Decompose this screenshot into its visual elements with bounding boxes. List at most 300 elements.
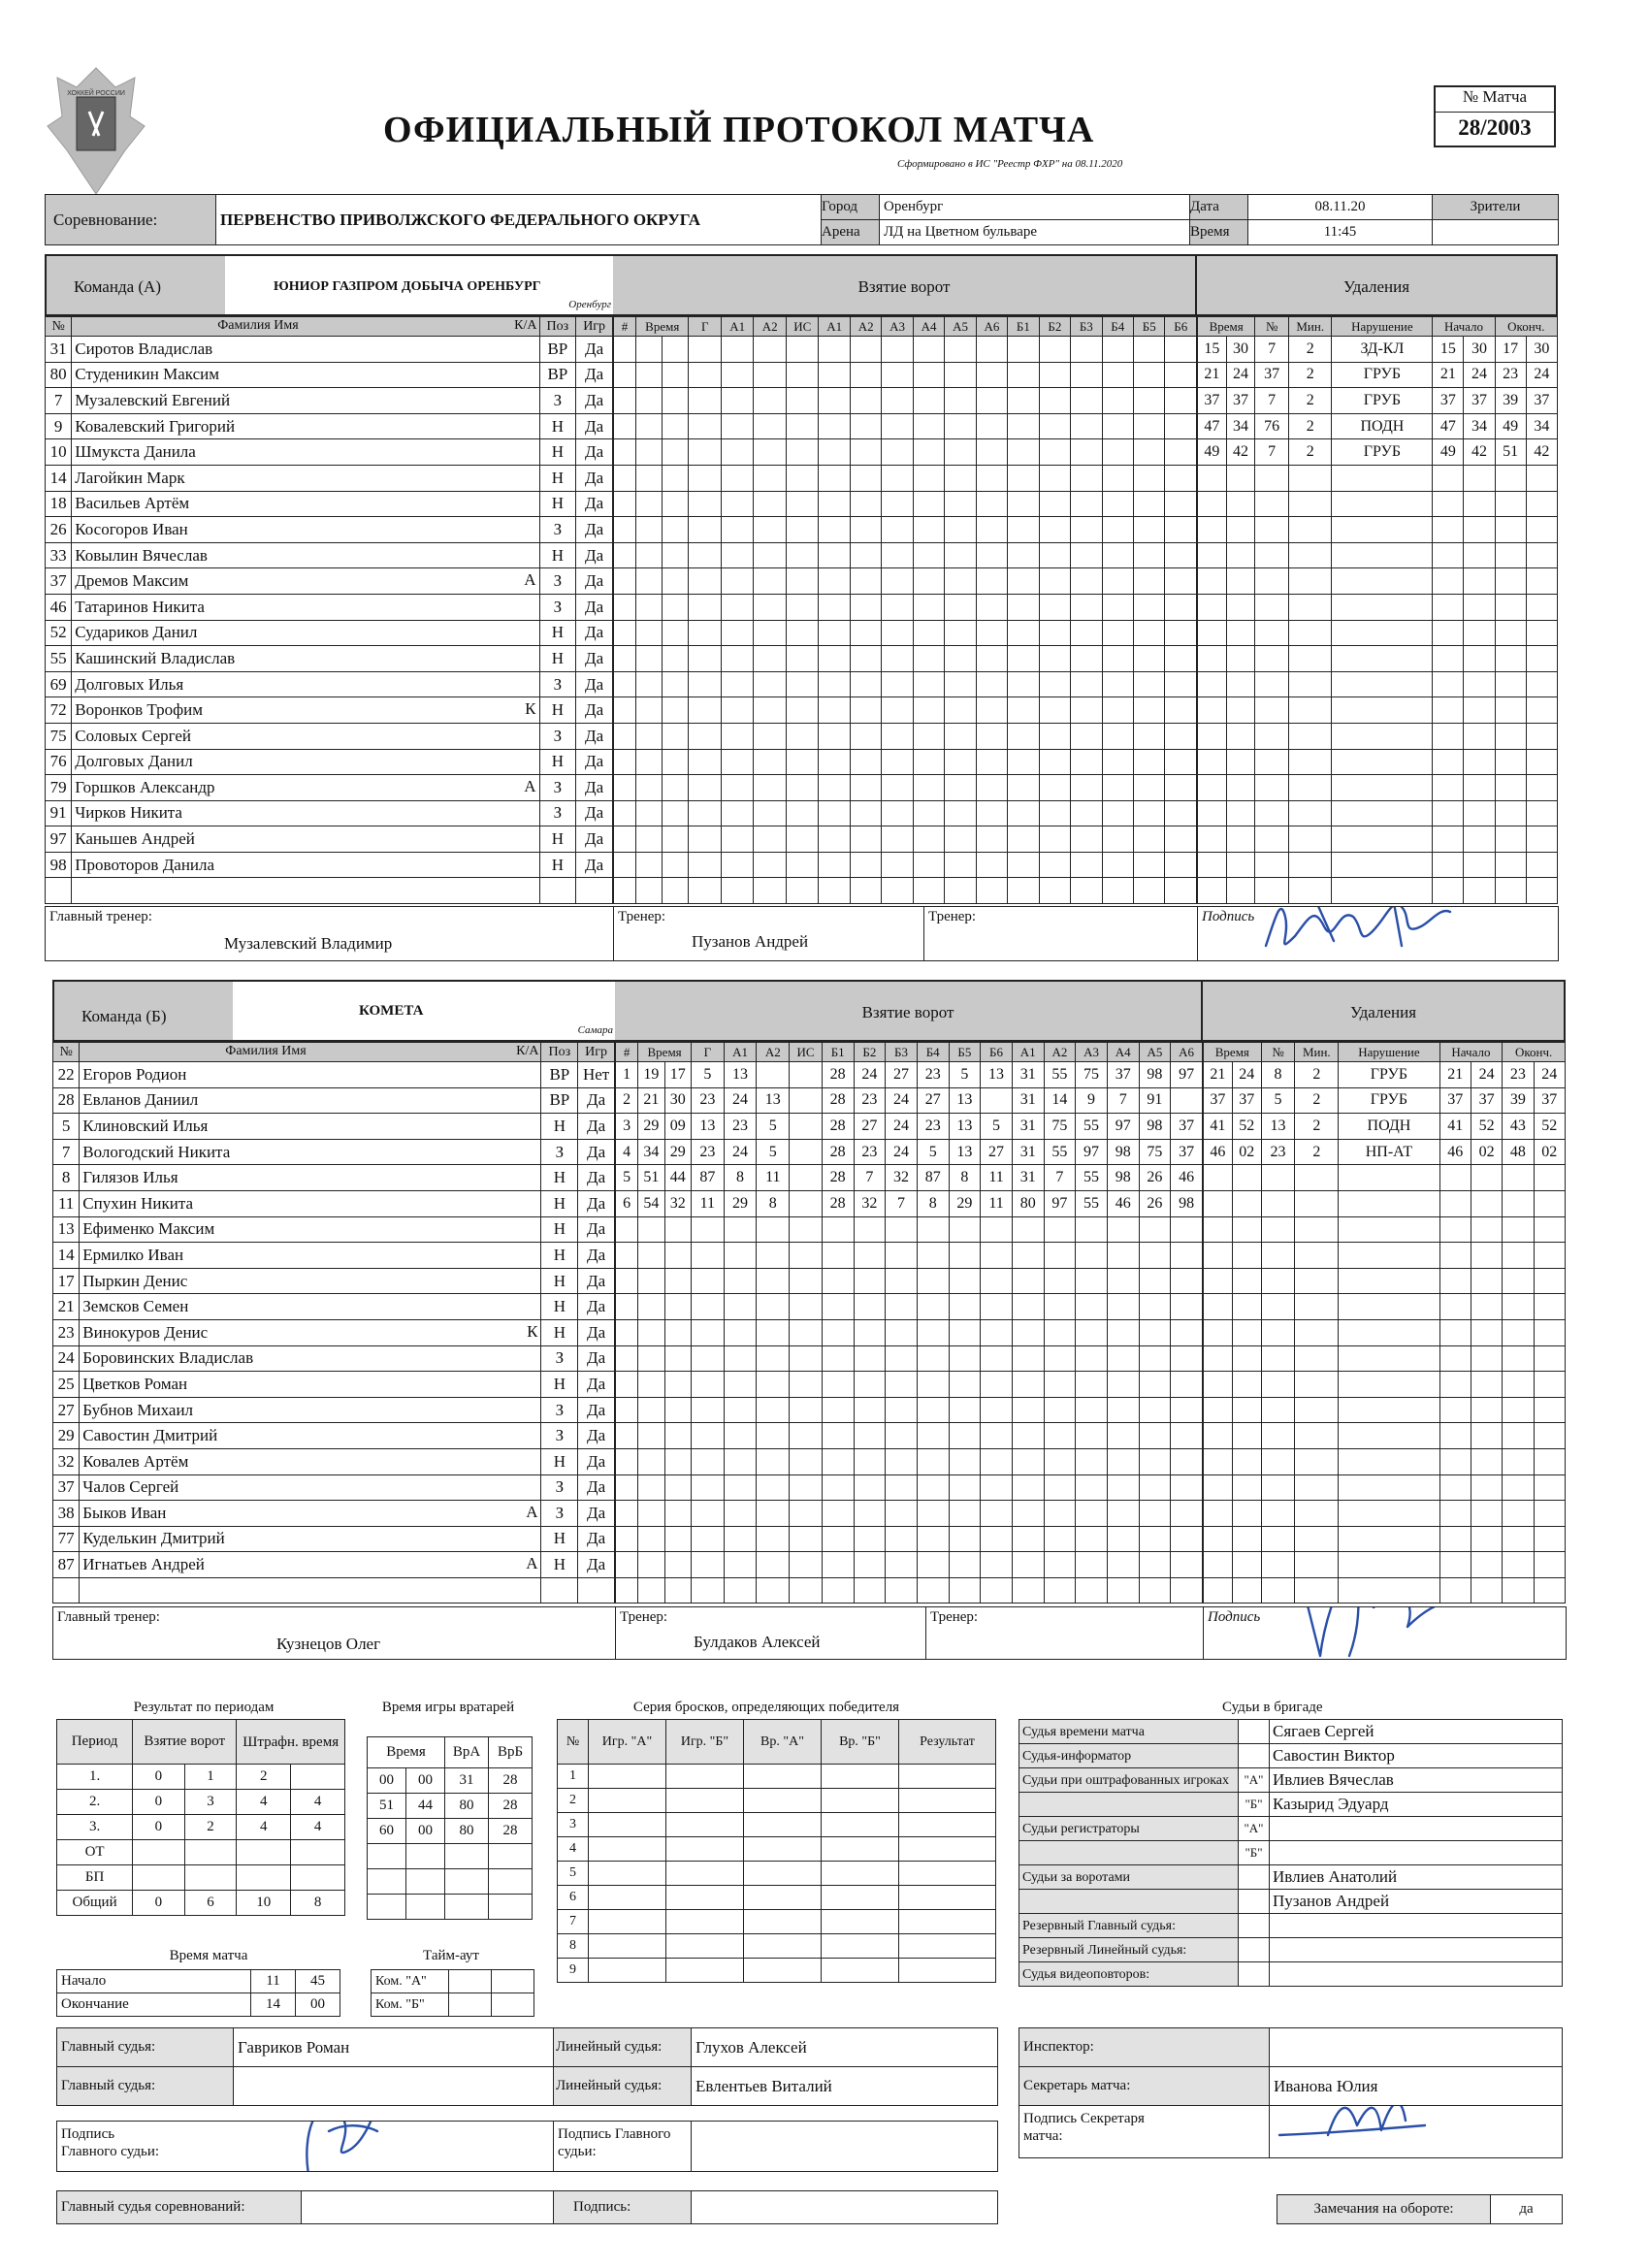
goal-cell	[886, 1526, 918, 1552]
penalty-cell	[1198, 775, 1227, 801]
period-cell	[184, 1840, 237, 1865]
referee-signatures	[56, 2121, 998, 2172]
penalty-cell	[1204, 1577, 1233, 1604]
player-name-text: Цветков Роман	[82, 1374, 188, 1393]
goal-cell	[949, 1294, 981, 1320]
goal-cell	[1008, 465, 1039, 491]
penalty-cell	[1332, 465, 1433, 491]
goal-cell	[949, 1268, 981, 1294]
penalty-cell: 2	[1295, 1114, 1339, 1140]
period-cell	[184, 1865, 237, 1891]
team-b-city: Самара	[577, 1024, 613, 1036]
goal-cell	[1165, 491, 1197, 517]
goal-cell	[754, 723, 787, 749]
penalty-row	[1204, 1139, 1566, 1165]
team-a-signature	[1256, 907, 1470, 961]
penalty-cell	[1261, 1448, 1295, 1474]
penalty-cell: ГРУБ	[1339, 1087, 1439, 1114]
player-name	[72, 542, 539, 568]
penalty-cell: 15	[1198, 337, 1227, 363]
goal-cell	[757, 1372, 790, 1398]
player-played: Да	[576, 362, 613, 388]
goal-cell: 14	[1044, 1087, 1076, 1114]
goal-cell	[819, 388, 850, 414]
goal-row	[614, 697, 1197, 724]
shootout-cell	[744, 1886, 822, 1910]
goal-cell	[1165, 594, 1197, 620]
player-row	[53, 1139, 615, 1165]
penalty-cell	[1433, 697, 1464, 724]
goal-cell	[819, 826, 850, 853]
goal-cell	[721, 362, 754, 388]
goal-cell	[721, 852, 754, 878]
penalty-cell	[1526, 568, 1557, 595]
goal-cell	[614, 775, 636, 801]
goal-cell	[721, 388, 754, 414]
goal-cell	[1165, 878, 1197, 904]
penalty-row	[1198, 362, 1558, 388]
player-pos: ВР	[539, 337, 576, 363]
penalty-cell	[1534, 1526, 1565, 1552]
penalty-cell	[1288, 800, 1332, 826]
goal-cell	[913, 362, 944, 388]
player-row	[53, 1577, 615, 1604]
goal-cell	[636, 594, 663, 620]
penalty-cell	[1526, 542, 1557, 568]
pen-col: Мин.	[1288, 317, 1332, 337]
goal-cell	[1134, 491, 1165, 517]
penalty-row	[1204, 1372, 1566, 1398]
penalty-cell	[1261, 1216, 1295, 1243]
penalty-cell: 47	[1433, 413, 1464, 439]
penalty-cell: 52	[1534, 1114, 1565, 1140]
penalty-cell: 37	[1433, 388, 1464, 414]
match-end-label: Окончание	[57, 1993, 251, 2017]
penalty-cell	[1198, 826, 1227, 853]
penalty-cell: 23	[1503, 1062, 1534, 1088]
player-pos: Н	[541, 1243, 578, 1269]
penalty-cell	[1439, 1345, 1471, 1372]
player-number	[53, 1577, 80, 1604]
goal-cell	[614, 646, 636, 672]
penalty-cell	[1464, 646, 1495, 672]
goal-cell: 09	[664, 1114, 691, 1140]
player-name	[80, 1345, 541, 1372]
player-played: Да	[576, 697, 613, 724]
team-b-coach1: Булдаков Алексей	[694, 1633, 821, 1651]
goal-cell	[721, 568, 754, 595]
shootout-cell	[589, 1862, 666, 1886]
player-name-text: Воронков Трофим	[75, 700, 203, 720]
goal-cell	[754, 878, 787, 904]
goal-cell	[1008, 362, 1039, 388]
penalty-cell	[1464, 542, 1495, 568]
logo-text: ХОККЕЙ РОССИИ	[67, 90, 125, 97]
penalty-cell	[1226, 800, 1255, 826]
goal-cell: 11	[691, 1190, 724, 1216]
goal-cell	[1039, 568, 1070, 595]
goal-cell: 97	[1107, 1114, 1139, 1140]
player-pos: З	[541, 1423, 578, 1449]
shootout-cell	[589, 1813, 666, 1837]
penalty-cell	[1471, 1165, 1502, 1191]
player-pos: З	[539, 568, 576, 595]
goal-cell	[786, 749, 819, 775]
player-pos: Н	[539, 542, 576, 568]
goal-cell	[1039, 439, 1070, 466]
goal-cell: 13	[949, 1139, 981, 1165]
goal-cell	[917, 1501, 949, 1527]
penalty-cell: ГРУБ	[1332, 439, 1433, 466]
periods-col-goals: Взятие ворот	[133, 1720, 237, 1765]
goal-cell	[636, 697, 663, 724]
goal-cell: 13	[981, 1062, 1013, 1088]
goal-cell	[913, 337, 944, 363]
goals-col: А3	[1076, 1043, 1108, 1062]
goal-cell	[1165, 388, 1197, 414]
goal-cell	[636, 439, 663, 466]
goal-cell	[822, 1243, 854, 1269]
player-name	[72, 568, 539, 595]
penalty-cell: 37	[1526, 388, 1557, 414]
goal-cell	[1107, 1474, 1139, 1501]
penalty-cell	[1339, 1345, 1439, 1372]
period-cell: 0	[133, 1790, 185, 1815]
goal-cell	[850, 878, 881, 904]
match-time-table	[56, 1969, 340, 2017]
goal-cell	[790, 1165, 823, 1191]
penalty-cell	[1295, 1216, 1339, 1243]
goalie-time-cell: 28	[489, 1794, 533, 1819]
penalty-cell	[1464, 517, 1495, 543]
period-cell	[291, 1865, 345, 1891]
player-pos: З	[539, 671, 576, 697]
goal-cell	[945, 749, 976, 775]
goal-cell	[882, 697, 913, 724]
player-row	[46, 465, 613, 491]
goal-cell	[754, 775, 787, 801]
goal-cell	[886, 1448, 918, 1474]
goal-cell	[1071, 775, 1102, 801]
goal-cell	[721, 646, 754, 672]
penalty-cell	[1332, 723, 1433, 749]
goal-cell	[945, 413, 976, 439]
goal-cell	[1139, 1577, 1171, 1604]
goal-cell	[1012, 1294, 1044, 1320]
penalty-cell	[1339, 1501, 1439, 1527]
goal-row	[616, 1294, 1203, 1320]
penalty-cell	[1332, 568, 1433, 595]
goal-cell	[819, 568, 850, 595]
penalty-cell	[1204, 1216, 1233, 1243]
penalty-cell	[1339, 1552, 1439, 1578]
goal-cell	[1012, 1552, 1044, 1578]
goal-cell	[1039, 775, 1070, 801]
goal-cell	[664, 1552, 691, 1578]
goal-cell	[882, 517, 913, 543]
penalty-cell: 49	[1198, 439, 1227, 466]
penalty-cell	[1503, 1319, 1534, 1345]
penalty-cell: 34	[1464, 413, 1495, 439]
goal-cell	[754, 517, 787, 543]
goal-row	[614, 620, 1197, 646]
goal-cell	[754, 465, 787, 491]
penalty-cell	[1439, 1268, 1471, 1294]
player-name	[80, 1552, 541, 1578]
shootout-row	[558, 1934, 996, 1959]
period-cell: 1.	[57, 1765, 133, 1790]
goalie-time-row	[368, 1869, 533, 1895]
goal-cell	[636, 620, 663, 646]
player-number: 28	[53, 1087, 80, 1114]
penalty-cell	[1198, 646, 1227, 672]
goals-col: А6	[976, 317, 1007, 337]
goals-col: Г	[691, 1043, 724, 1062]
goalie-col-b: ВрБ	[489, 1737, 533, 1768]
goal-row	[614, 413, 1197, 439]
goal-cell	[721, 800, 754, 826]
penalty-cell	[1198, 878, 1227, 904]
penalty-cell	[1295, 1294, 1339, 1320]
goal-cell	[786, 826, 819, 853]
player-row	[53, 1190, 615, 1216]
team-b-label: Команда (Б)	[81, 1007, 167, 1025]
goal-cell	[850, 568, 881, 595]
penalty-cell	[1495, 878, 1526, 904]
goal-cell	[976, 620, 1007, 646]
penalty-cell	[1261, 1552, 1295, 1578]
player-played: Да	[578, 1190, 615, 1216]
goal-row	[616, 1319, 1203, 1345]
penalty-cell	[1295, 1345, 1339, 1372]
player-number: 91	[46, 800, 72, 826]
goal-cell	[1039, 542, 1070, 568]
penalty-cell	[1534, 1345, 1565, 1372]
goal-cell	[790, 1448, 823, 1474]
goal-cell	[913, 723, 944, 749]
goal-cell	[1076, 1423, 1108, 1449]
goal-cell: 7	[854, 1165, 886, 1191]
penalty-cell	[1255, 646, 1289, 672]
official-tag: "А"	[1239, 1768, 1270, 1793]
player-number: 23	[53, 1319, 80, 1345]
penalty-row	[1204, 1243, 1566, 1269]
penalty-cell	[1471, 1268, 1502, 1294]
player-name	[80, 1268, 541, 1294]
penalty-cell	[1261, 1474, 1295, 1501]
goal-cell: 23	[724, 1114, 757, 1140]
penalty-cell: 17	[1495, 337, 1526, 363]
penalty-cell	[1232, 1501, 1261, 1527]
penalty-cell: 2	[1288, 362, 1332, 388]
goal-cell	[754, 697, 787, 724]
goal-cell	[757, 1577, 790, 1604]
shootout-cell	[822, 1959, 899, 1983]
player-pos: Н	[539, 852, 576, 878]
shootout-cell	[666, 1862, 744, 1886]
goals-col: А3	[882, 317, 913, 337]
goal-cell	[1044, 1372, 1076, 1398]
goal-cell	[691, 1448, 724, 1474]
goal-cell	[636, 362, 663, 388]
penalty-cell: 37	[1534, 1087, 1565, 1114]
goals-col: Б6	[1165, 317, 1197, 337]
goal-cell	[1071, 697, 1102, 724]
goal-cell	[1102, 517, 1133, 543]
goal-cell	[976, 362, 1007, 388]
goal-cell	[1134, 671, 1165, 697]
player-number: 13	[53, 1216, 80, 1243]
team-b-coach-label: Тренер:	[620, 1609, 668, 1625]
goal-cell	[1134, 337, 1165, 363]
goal-cell: 17	[664, 1062, 691, 1088]
team-a-penalties-title: Удаления	[1197, 254, 1558, 316]
player-row	[46, 594, 613, 620]
city-value: Оренбург	[880, 195, 1190, 220]
penalty-cell: 34	[1226, 413, 1255, 439]
penalty-cell	[1261, 1165, 1295, 1191]
penalty-cell: 39	[1503, 1087, 1534, 1114]
goal-cell	[664, 1501, 691, 1527]
col-pos: Поз	[541, 1043, 578, 1062]
goal-cell	[616, 1577, 638, 1604]
goal-cell	[1076, 1501, 1108, 1527]
shootout-cell	[899, 1813, 996, 1837]
goal-cell	[913, 542, 944, 568]
team-b-goals-table	[615, 1042, 1203, 1604]
goal-cell	[976, 594, 1007, 620]
goal-cell	[822, 1577, 854, 1604]
main-referee-2-label: Главный судья:	[57, 2067, 234, 2106]
col-played: Игр	[578, 1043, 615, 1062]
period-row	[57, 1765, 345, 1790]
pen-col: №	[1255, 317, 1289, 337]
goalie-time-cell: 00	[406, 1768, 445, 1794]
period-cell	[237, 1840, 291, 1865]
goal-cell	[790, 1087, 823, 1114]
goal-cell	[664, 1423, 691, 1449]
player-played: Да	[576, 723, 613, 749]
penalty-cell: 02	[1232, 1139, 1261, 1165]
goal-cell	[850, 646, 881, 672]
chief-referee-sign-label: Подпись:	[554, 2191, 692, 2224]
shootout-cell	[822, 1886, 899, 1910]
goal-cell	[638, 1294, 664, 1320]
player-pos: З	[541, 1474, 578, 1501]
goal-cell	[822, 1474, 854, 1501]
penalty-cell	[1232, 1294, 1261, 1320]
player-played: Да	[576, 388, 613, 414]
penalty-cell	[1232, 1268, 1261, 1294]
team-b-signature-label: Подпись	[1208, 1609, 1261, 1625]
goal-cell	[1071, 568, 1102, 595]
penalty-cell	[1526, 620, 1557, 646]
goal-row	[616, 1062, 1203, 1088]
player-name-text: Пыркин Денис	[82, 1271, 188, 1290]
goal-cell	[976, 542, 1007, 568]
penalty-cell: 2	[1295, 1062, 1339, 1088]
player-name-text: Ковылин Вячеслав	[75, 545, 208, 565]
penalty-cell	[1503, 1526, 1534, 1552]
penalty-cell	[1526, 517, 1557, 543]
goal-cell	[850, 723, 881, 749]
penalty-cell: 2	[1288, 388, 1332, 414]
team-a-penalties-table	[1197, 316, 1558, 904]
goal-cell	[1134, 388, 1165, 414]
penalty-row	[1204, 1319, 1566, 1345]
goal-cell	[913, 646, 944, 672]
penalty-cell	[1295, 1577, 1339, 1604]
player-number: 7	[46, 388, 72, 414]
match-end-h: 14	[251, 1993, 296, 2017]
player-name	[72, 749, 539, 775]
player-name-text: Музалевский Евгений	[75, 390, 231, 409]
goal-cell	[945, 775, 976, 801]
goal-cell: 19	[638, 1062, 664, 1088]
goal-cell: 98	[1139, 1114, 1171, 1140]
penalty-cell: 47	[1198, 413, 1227, 439]
pen-col: Начало	[1433, 317, 1495, 337]
goal-cell	[1165, 697, 1197, 724]
penalty-cell	[1226, 646, 1255, 672]
goal-cell	[886, 1268, 918, 1294]
penalty-cell	[1255, 775, 1289, 801]
player-row	[46, 697, 613, 724]
penalty-cell	[1261, 1243, 1295, 1269]
goal-cell	[1165, 800, 1197, 826]
player-name-text: Винокуров Денис	[82, 1322, 209, 1342]
goal-cell	[819, 491, 850, 517]
goal-cell	[754, 362, 787, 388]
player-pos	[541, 1577, 578, 1604]
penalty-cell	[1226, 568, 1255, 595]
goal-cell	[689, 594, 722, 620]
goal-cell	[786, 878, 819, 904]
goal-cell	[663, 337, 689, 363]
penalty-cell	[1288, 594, 1332, 620]
shootout-cell	[666, 1959, 744, 1983]
goal-cell: 98	[1139, 1062, 1171, 1088]
goal-cell	[689, 775, 722, 801]
goal-cell	[1071, 620, 1102, 646]
team-a-coach-label: Тренер:	[618, 909, 666, 924]
goal-cell	[1039, 337, 1070, 363]
goal-cell	[786, 413, 819, 439]
goal-cell	[850, 388, 881, 414]
goals-col: Б4	[1102, 317, 1133, 337]
goal-cell	[981, 1423, 1013, 1449]
player-name	[80, 1062, 541, 1088]
penalty-cell: 21	[1439, 1062, 1471, 1088]
shootout-cell	[899, 1910, 996, 1934]
goal-cell	[1171, 1577, 1203, 1604]
goal-cell	[976, 878, 1007, 904]
goal-cell	[638, 1526, 664, 1552]
goal-cell: 13	[757, 1087, 790, 1114]
goal-cell: 46	[1171, 1165, 1203, 1191]
goal-cell: 55	[1044, 1139, 1076, 1165]
penalty-cell	[1464, 775, 1495, 801]
goal-cell	[822, 1319, 854, 1345]
penalty-cell	[1534, 1552, 1565, 1578]
goal-cell: 23	[917, 1114, 949, 1140]
goal-cell	[1102, 337, 1133, 363]
penalty-cell	[1471, 1501, 1502, 1527]
player-number: 18	[46, 491, 72, 517]
officials-title: Судьи в бригаде	[1222, 1700, 1323, 1715]
goal-cell	[790, 1114, 823, 1140]
timeout-a-label: Ком. "А"	[372, 1970, 449, 1993]
